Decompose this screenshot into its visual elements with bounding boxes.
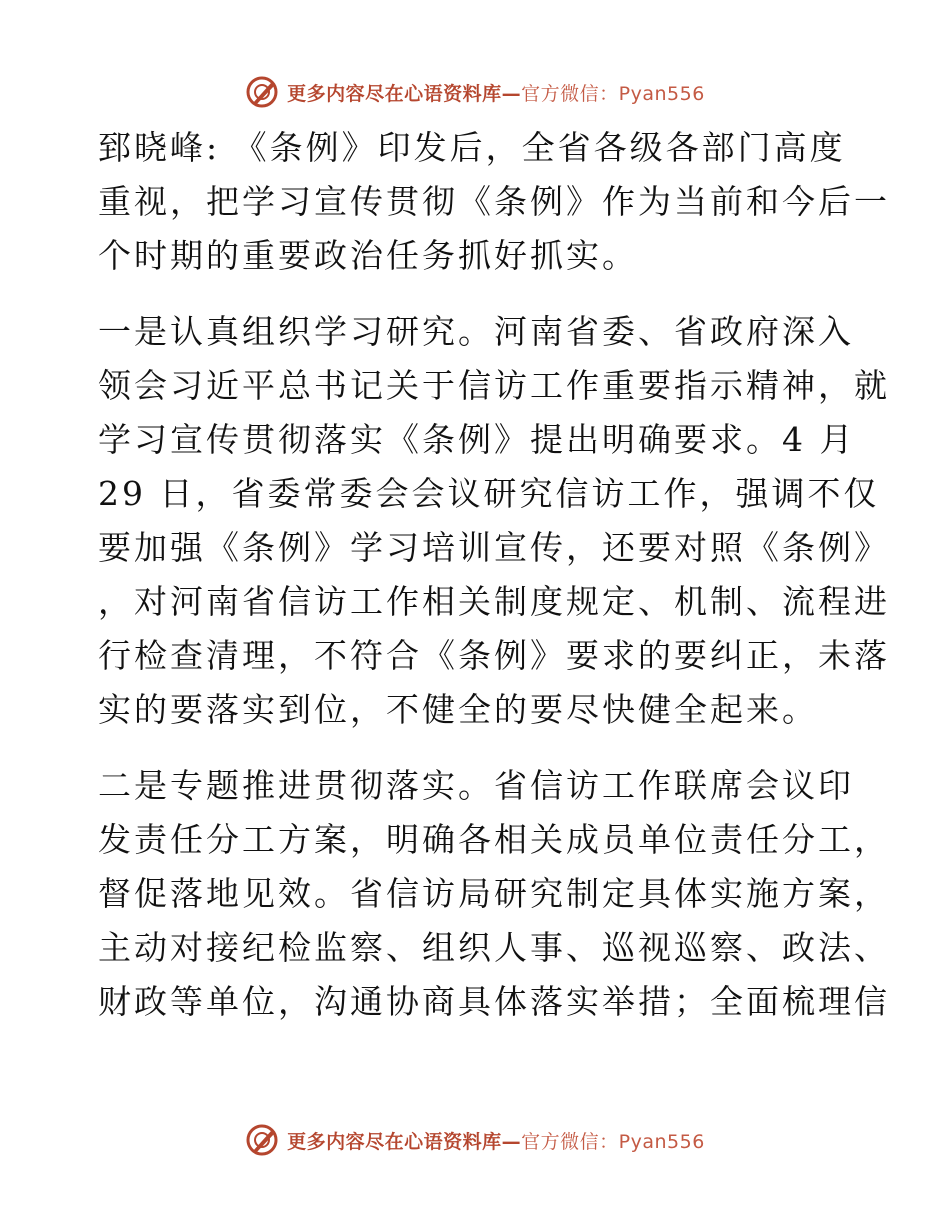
text-line: 重视，把学习宣传贯彻《条例》作为当前和今后一 (98, 182, 890, 221)
paragraph-implementation (98, 759, 890, 1029)
text-line: 二是专题推进贯彻落实。省信访工作联席会议印 (98, 766, 854, 805)
document-body (98, 121, 890, 1051)
paragraph-study (98, 305, 890, 737)
footer-watermark (0, 1120, 950, 1160)
text-line: 个时期的重要政治任务抓好抓实。 (98, 236, 638, 275)
text-line: 29 日，省委常委会会议研究信访工作，强调不仅 (98, 474, 880, 513)
text-line: 财政等单位，沟通协商具体落实举措；全面梳理信 (98, 982, 890, 1021)
text-line: 学习宣传贯彻落实《条例》提出明确要求。4 月 (98, 420, 856, 459)
watermark-text: 更多内容尽在心语资料库—官方微信：Pyan556 (287, 1130, 705, 1153)
paragraph-intro (98, 121, 890, 283)
text-line: 主动对接纪检监察、组织人事、巡视巡察、政法、 (98, 928, 890, 967)
text-line: 行检查清理，不符合《条例》要求的要纠正，未落 (98, 636, 890, 675)
header-watermark (0, 72, 950, 112)
text-line: 实的要落实到位，不健全的要尽快健全起来。 (98, 690, 818, 729)
logo-pen-icon (245, 1123, 279, 1157)
text-line: ，对河南省信访工作相关制度规定、机制、流程进 (98, 582, 890, 621)
text-line: 郅晓峰: 《条例》印发后，全省各级各部门高度 (98, 128, 846, 167)
text-line: 督促落地见效。省信访局研究制定具体实施方案， (98, 874, 890, 913)
watermark-wechat: 官方微信：Pyan556 (521, 82, 705, 105)
watermark-wechat: 官方微信：Pyan556 (521, 1130, 705, 1153)
logo-pen-icon (245, 75, 279, 109)
text-line: 领会习近平总书记关于信访工作重要指示精神，就 (98, 366, 890, 405)
watermark-text: 更多内容尽在心语资料库—官方微信：Pyan556 (287, 82, 705, 105)
text-line: 一是认真组织学习研究。河南省委、省政府深入 (98, 312, 854, 351)
text-line: 发责任分工方案，明确各相关成员单位责任分工， (98, 820, 890, 859)
text-line: 要加强《条例》学习培训宣传，还要对照《条例》 (98, 528, 890, 567)
